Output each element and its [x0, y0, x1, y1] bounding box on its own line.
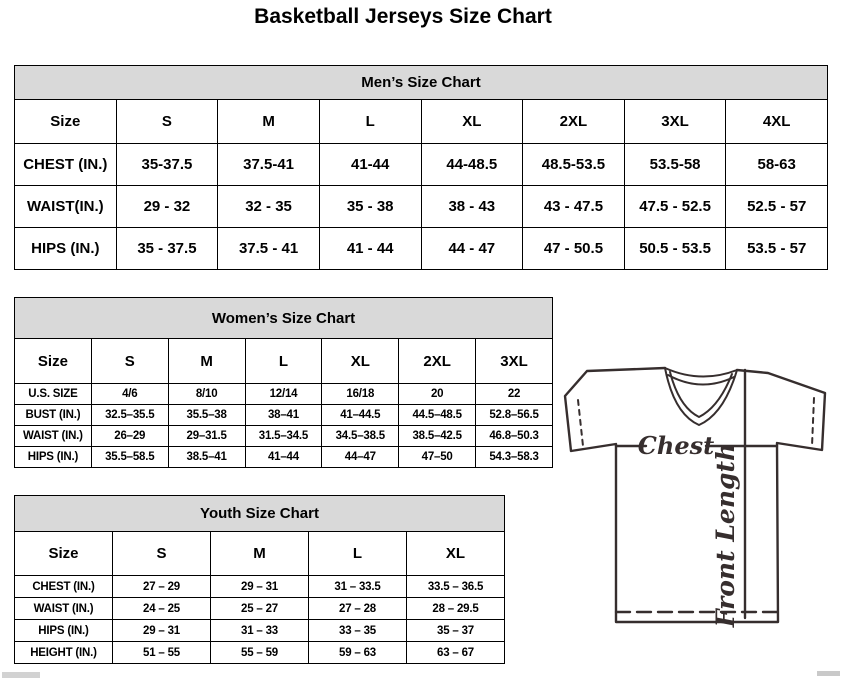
table-title-row: [15, 298, 553, 339]
scrollbar-fragment-left: [2, 672, 40, 678]
value-cell: 26–29: [91, 426, 168, 447]
value-cell: 27 – 28: [309, 598, 407, 620]
value-cell: 38.5–41: [168, 447, 245, 468]
right-cuff-dashed-line: [812, 398, 814, 446]
value-cell: 33 – 35: [309, 620, 407, 642]
table-title: Men’s Size Chart: [15, 66, 828, 100]
row-label-cell: CHEST (IN.): [15, 144, 117, 186]
table-row: [15, 405, 553, 426]
value-cell: 16/18: [322, 384, 399, 405]
row-label-cell: HIPS (IN.): [15, 228, 117, 270]
scrollbar-fragment-right: [817, 671, 840, 676]
vneck-inner: [670, 372, 732, 417]
table-title-row: [15, 66, 828, 100]
value-cell: 44-48.5: [421, 144, 523, 186]
value-cell: 47.5 - 52.5: [624, 186, 726, 228]
value-cell: 25 – 27: [211, 598, 309, 620]
header-cell: L: [309, 532, 407, 576]
youth-size-chart-table: [14, 495, 505, 664]
table-row: [15, 642, 505, 664]
header-cell: S: [113, 532, 211, 576]
value-cell: 43 - 47.5: [523, 186, 625, 228]
header-cell: 3XL: [476, 339, 553, 384]
value-cell: 29–31.5: [168, 426, 245, 447]
table-row: [15, 620, 505, 642]
value-cell: 52.5 - 57: [726, 186, 828, 228]
value-cell: 51 – 55: [113, 642, 211, 664]
value-cell: 31.5–34.5: [245, 426, 322, 447]
value-cell: 37.5 - 41: [218, 228, 320, 270]
value-cell: 46.8–50.3: [476, 426, 553, 447]
jersey-outline: [565, 368, 825, 622]
table-header-row: [15, 100, 828, 144]
left-cuff-dashed-line: [578, 400, 583, 446]
value-cell: 37.5-41: [218, 144, 320, 186]
value-cell: 54.3–58.3: [476, 447, 553, 468]
value-cell: 4/6: [91, 384, 168, 405]
table-row: [15, 576, 505, 598]
table-header-row: [15, 339, 553, 384]
value-cell: 34.5–38.5: [322, 426, 399, 447]
table-row: [15, 228, 828, 270]
value-cell: 8/10: [168, 384, 245, 405]
value-cell: 41 - 44: [319, 228, 421, 270]
value-cell: 33.5 – 36.5: [407, 576, 505, 598]
value-cell: 35-37.5: [116, 144, 218, 186]
table-title: Youth Size Chart: [15, 496, 505, 532]
value-cell: 47–50: [399, 447, 476, 468]
value-cell: 29 – 31: [211, 576, 309, 598]
value-cell: 29 - 32: [116, 186, 218, 228]
chest-label: Chest: [637, 431, 715, 460]
value-cell: 24 – 25: [113, 598, 211, 620]
row-label-cell: WAIST (IN.): [15, 598, 113, 620]
header-cell: S: [91, 339, 168, 384]
row-label-cell: HIPS (IN.): [15, 447, 92, 468]
value-cell: 58-63: [726, 144, 828, 186]
value-cell: 38.5–42.5: [399, 426, 476, 447]
value-cell: 35.5–38: [168, 405, 245, 426]
table-row: [15, 447, 553, 468]
value-cell: 52.8–56.5: [476, 405, 553, 426]
value-cell: 59 – 63: [309, 642, 407, 664]
header-size-cell: Size: [15, 532, 113, 576]
header-cell: S: [116, 100, 218, 144]
value-cell: 22: [476, 384, 553, 405]
value-cell: 38–41: [245, 405, 322, 426]
header-cell: M: [218, 100, 320, 144]
table-row: [15, 426, 553, 447]
value-cell: 41-44: [319, 144, 421, 186]
value-cell: 35 - 37.5: [116, 228, 218, 270]
value-cell: 47 - 50.5: [523, 228, 625, 270]
row-label-cell: BUST (IN.): [15, 405, 92, 426]
header-cell: 2XL: [523, 100, 625, 144]
row-label-cell: U.S. SIZE: [15, 384, 92, 405]
row-label-cell: WAIST (IN.): [15, 426, 92, 447]
header-cell: M: [168, 339, 245, 384]
value-cell: 35 – 37: [407, 620, 505, 642]
front-length-label: Front Length: [711, 442, 740, 628]
header-cell: L: [319, 100, 421, 144]
collar-back-arc-outer: [665, 368, 737, 377]
value-cell: 31 – 33: [211, 620, 309, 642]
womens-size-chart-table: [14, 297, 553, 468]
row-label-cell: WAIST(IN.): [15, 186, 117, 228]
value-cell: 32 - 35: [218, 186, 320, 228]
header-cell: 3XL: [624, 100, 726, 144]
value-cell: 44.5–48.5: [399, 405, 476, 426]
jersey-diagram: [558, 360, 843, 632]
header-size-cell: Size: [15, 100, 117, 144]
table-title-row: [15, 496, 505, 532]
table-row: [15, 144, 828, 186]
value-cell: 63 – 67: [407, 642, 505, 664]
header-cell: XL: [407, 532, 505, 576]
header-cell: 2XL: [399, 339, 476, 384]
value-cell: 48.5-53.5: [523, 144, 625, 186]
table-title: Women’s Size Chart: [15, 298, 553, 339]
table-row: [15, 598, 505, 620]
value-cell: 41–44.5: [322, 405, 399, 426]
row-label-cell: HIPS (IN.): [15, 620, 113, 642]
row-label-cell: CHEST (IN.): [15, 576, 113, 598]
value-cell: 20: [399, 384, 476, 405]
value-cell: 38 - 43: [421, 186, 523, 228]
table-row: [15, 384, 553, 405]
header-cell: XL: [322, 339, 399, 384]
value-cell: 44–47: [322, 447, 399, 468]
header-size-cell: Size: [15, 339, 92, 384]
table-header-row: [15, 532, 505, 576]
value-cell: 41–44: [245, 447, 322, 468]
page-title: Basketball Jerseys Size Chart: [254, 5, 552, 28]
value-cell: 44 - 47: [421, 228, 523, 270]
value-cell: 55 – 59: [211, 642, 309, 664]
header-cell: M: [211, 532, 309, 576]
header-cell: XL: [421, 100, 523, 144]
value-cell: 28 – 29.5: [407, 598, 505, 620]
value-cell: 35.5–58.5: [91, 447, 168, 468]
value-cell: 29 – 31: [113, 620, 211, 642]
value-cell: 35 - 38: [319, 186, 421, 228]
header-cell: 4XL: [726, 100, 828, 144]
value-cell: 53.5-58: [624, 144, 726, 186]
row-label-cell: HEIGHT (IN.): [15, 642, 113, 664]
value-cell: 31 – 33.5: [309, 576, 407, 598]
table-row: [15, 186, 828, 228]
value-cell: 32.5–35.5: [91, 405, 168, 426]
header-cell: L: [245, 339, 322, 384]
value-cell: 12/14: [245, 384, 322, 405]
value-cell: 50.5 - 53.5: [624, 228, 726, 270]
value-cell: 27 – 29: [113, 576, 211, 598]
mens-size-chart-table: [14, 65, 828, 270]
value-cell: 53.5 - 57: [726, 228, 828, 270]
